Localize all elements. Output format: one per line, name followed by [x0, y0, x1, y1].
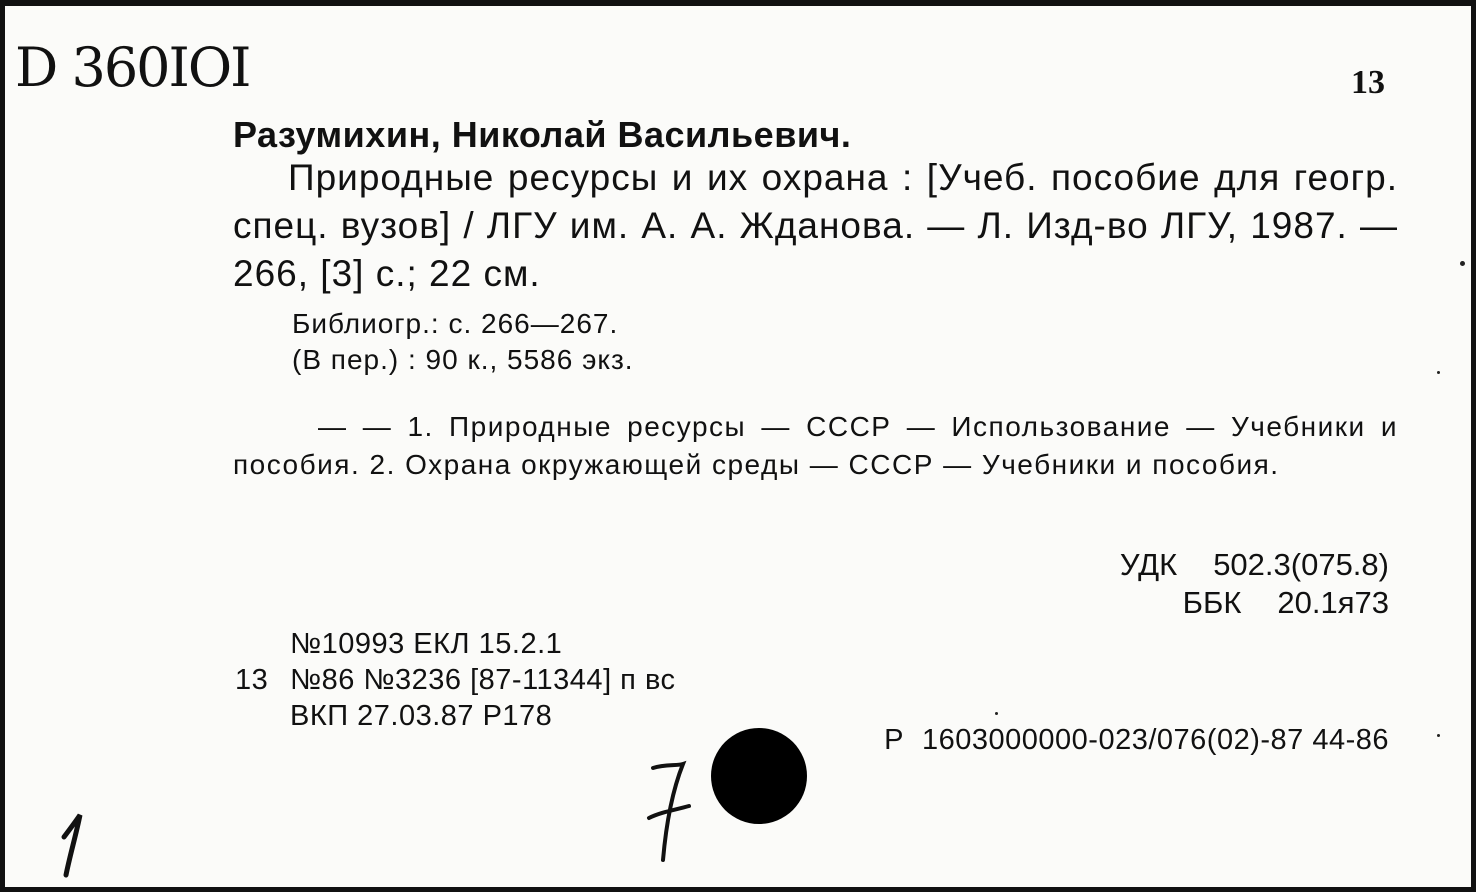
bbk-value: 20.1я73 [1277, 585, 1389, 620]
subject-headings: — — 1. Природные ресурсы — СССР — Использование — Учебники и пособия. 2. Охрана окружающей среды — СССР — Учебники и пособия. [233, 411, 1398, 480]
book-chamber-line-2 [235, 662, 676, 698]
ink-dot [711, 728, 807, 824]
notes-block [292, 306, 634, 378]
bbk-line [1120, 584, 1389, 622]
udk-value: 502.3(075.8) [1213, 547, 1389, 582]
card-number: 13 [1351, 64, 1385, 101]
book-chamber-count: 13 [235, 664, 269, 696]
price-code-prefix: Р [884, 724, 905, 756]
book-chamber-line-1: №10993 ЕКЛ 15.2.1 [290, 628, 563, 660]
book-chamber-block [235, 626, 676, 734]
stamp-number: D 360IOI [15, 36, 250, 99]
speck [995, 712, 998, 715]
udk-line [1120, 546, 1389, 584]
title-description: Природные ресурсы и их охрана : [Учеб. пособие для геогр. спец. вузов] / ЛГУ им. А. А. Жданова. — Л. Изд-во ЛГУ, 1987. — 266, [3] с.; 22 см. [233, 157, 1398, 294]
price-code: 1603000000-023/076(02)-87 44-86 [922, 724, 1389, 756]
bbk-label: ББК [1182, 585, 1242, 620]
handwritten-seven [645, 754, 705, 871]
bibliography-note: Библиогр.: с. 266—267. [292, 308, 619, 339]
book-chamber-numbers: №86 №3236 [87-11344] п вс [290, 664, 676, 696]
handwritten-one [60, 811, 90, 886]
speck [1437, 371, 1440, 374]
classification-block [1120, 546, 1389, 622]
speck [1460, 261, 1465, 266]
binding-price-note: (В пер.) : 90 к., 5586 экз. [292, 344, 634, 375]
author-heading: Разумихин, Николай Васильевич. [233, 114, 852, 155]
book-chamber-line-3: ВКП 27.03.87 Р178 [290, 700, 553, 732]
speck [1437, 734, 1440, 737]
udk-label: УДК [1119, 547, 1178, 582]
price-code-line [884, 724, 1389, 757]
